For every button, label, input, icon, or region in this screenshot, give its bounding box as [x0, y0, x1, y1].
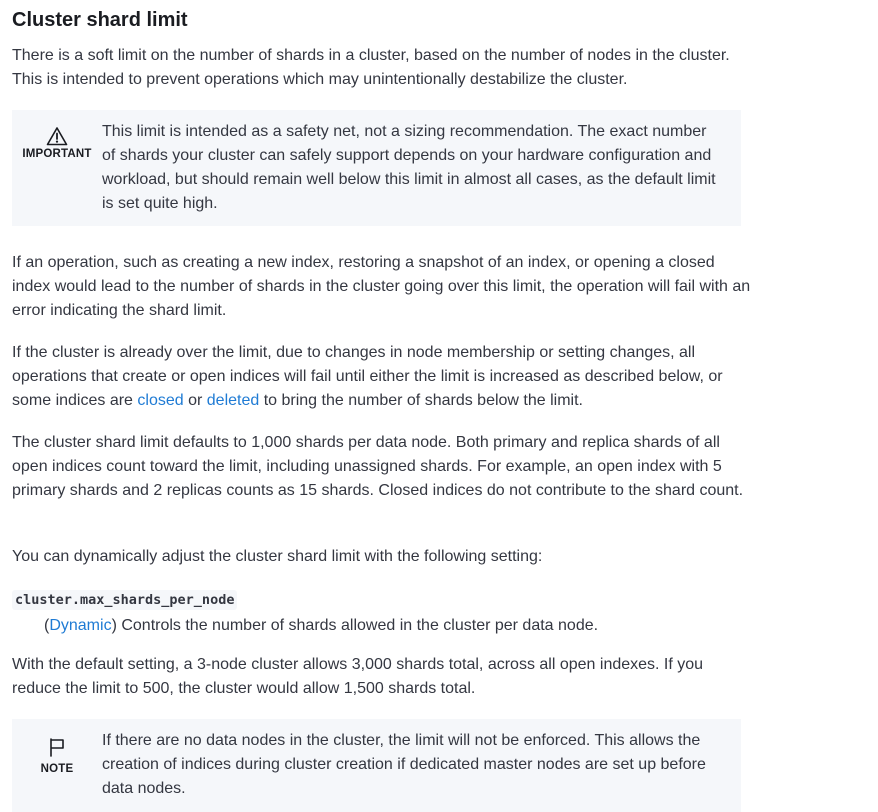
setting-name: cluster.max_shards_per_node: [12, 590, 237, 610]
note-text: If there are no data nodes in the cluster, the limit will not be enforced. This allows the creation of indices during cluster creation if dedicated master nodes are set up before data nodes.: [102, 732, 706, 797]
flag-icon: [48, 737, 66, 757]
example-paragraph: With the default setting, a 3-node cluster allows 3,000 shards total, across all open indexes. If you reduce the limit to 500, the cluster would allow 1,500 shards total.: [12, 656, 704, 697]
setting-paren: (: [44, 617, 50, 634]
over-limit-paragraph: [12, 341, 752, 413]
closed-link[interactable]: closed: [137, 392, 184, 409]
setting-description: [44, 614, 598, 638]
important-admonition: [12, 110, 741, 226]
deleted-link[interactable]: deleted: [206, 392, 260, 409]
note-label: NOTE: [40, 763, 74, 775]
default-limit-paragraph: The cluster shard limit defaults to 1,000 shards per data node. Both primary and replica shards of all open indices count toward the limit, including unassigned shards. For example, an open index with 5 primary shards and 2 replicas counts as 15 shards. Closed indices do not contribute to the shard count.: [12, 434, 744, 499]
dynamic-link[interactable]: Dynamic: [49, 617, 112, 634]
page-title: Cluster shard limit: [12, 9, 188, 31]
fail-paragraph: If an operation, such as creating a new index, restoring a snapshot of an index, or opening a closed index would lead to the number of shards in the cluster going over this limit, the operation will fail with an error indicating the shard limit.: [12, 254, 751, 319]
important-label: IMPORTANT: [22, 148, 92, 160]
important-text: This limit is intended as a safety net, not a sizing recommendation. The exact number of shards your cluster can safely support depends on your hardware configuration and workload, but should remain well below this limit in almost all cases, as the default limit is set quite high.: [102, 123, 716, 212]
over-limit-text-middle: or: [183, 392, 207, 409]
over-limit-text-before: If the cluster is already over the limit, due to changes in node membership or setting changes, all operations that create or open indices will fail until either the limit is increased as described below, or some indices are: [12, 344, 723, 409]
over-limit-text-after: to bring the number of shards below the limit.: [259, 392, 583, 409]
adjust-paragraph: You can dynamically adjust the cluster shard limit with the following setting:: [12, 548, 543, 565]
warning-triangle-icon: [46, 126, 68, 146]
note-admonition: [12, 719, 741, 812]
intro-paragraph: There is a soft limit on the number of shards in a cluster, based on the number of nodes in the cluster. This is intended to prevent operations which may unintentionally destabilize the cluster.: [12, 47, 730, 88]
setting-description-text: ) Controls the number of shards allowed in the cluster per data node.: [111, 617, 599, 634]
